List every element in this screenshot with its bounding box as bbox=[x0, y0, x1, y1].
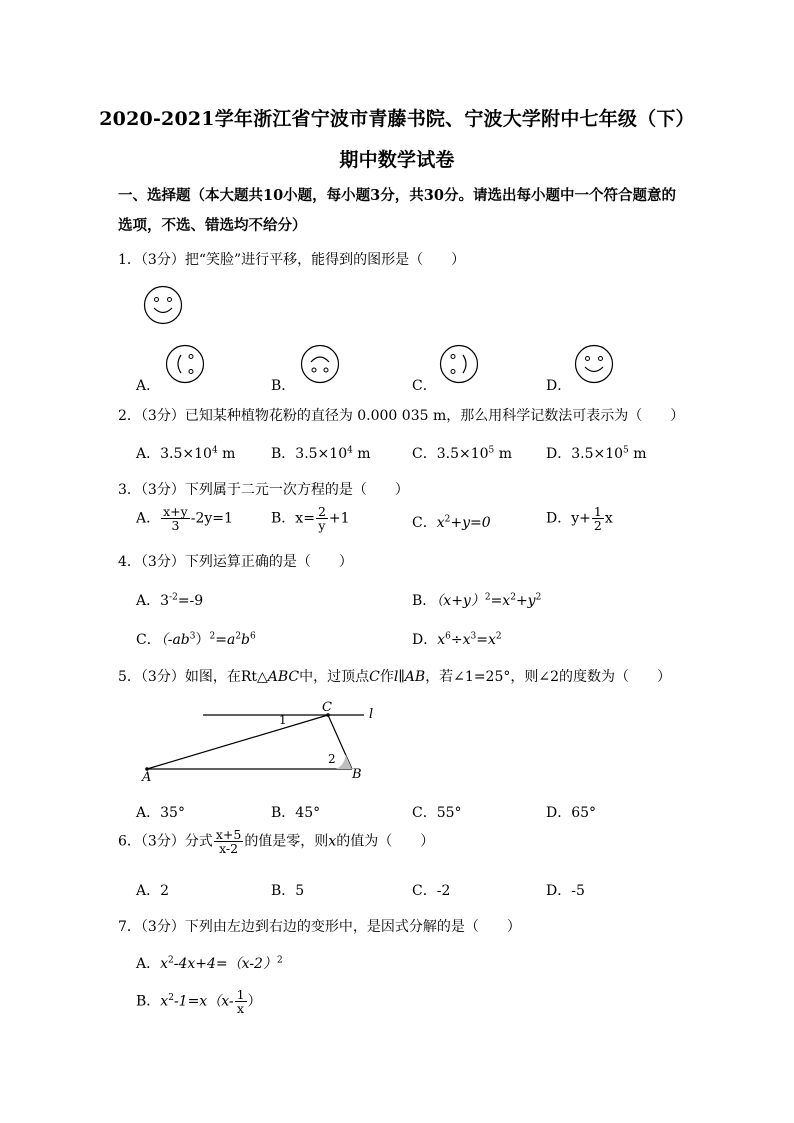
q1-option-c-label[interactable]: C． bbox=[412, 378, 437, 394]
q5-option-d[interactable]: D．65° bbox=[546, 805, 597, 821]
q4-option-d-label: D． bbox=[412, 632, 438, 648]
fraction: $\frac{x+5}{x-2}$ bbox=[215, 827, 242, 857]
sideways-smiley-icon[interactable] bbox=[439, 344, 479, 384]
upside-down-smiley-icon[interactable] bbox=[300, 344, 340, 384]
label-a: A bbox=[142, 770, 152, 785]
label-b: B bbox=[352, 767, 362, 782]
q4-option-d[interactable]: D．$x^6\div x^3=x^2$ bbox=[412, 631, 502, 648]
question-3-stem: 3．（3分）下列属于二元一次方程的是（ ） bbox=[118, 482, 409, 498]
page-title: 2020-2021学年浙江省宁波市青藤书院、宁波大学附中七年级（下） bbox=[99, 108, 695, 130]
q3-option-d-label: D． bbox=[546, 510, 572, 527]
translated-smiley-icon[interactable] bbox=[574, 344, 614, 384]
q5-option-c[interactable]: C．55° bbox=[412, 805, 462, 821]
q4-option-a-label: A． bbox=[136, 593, 161, 609]
q2-option-a-label: A． bbox=[136, 446, 161, 462]
q2-option-a[interactable]: A．$3.5\times 10^4$ m bbox=[136, 445, 236, 462]
q4-option-c-label: C． bbox=[136, 632, 161, 648]
section-heading-line2: 选项，不选、错选均不给分） bbox=[118, 217, 307, 234]
q7-option-b[interactable]: B．$x^2-1=x(x-$ $\frac{1}{x}$ ） bbox=[136, 987, 262, 1017]
q3-option-c-label: C． bbox=[412, 515, 437, 531]
q4-option-c[interactable]: C．$(-ab^3)^2=a^2b^6$ bbox=[136, 631, 256, 648]
q3-option-b[interactable]: B．x= $\frac{2}{y}$ +1 bbox=[271, 504, 350, 534]
q6-option-a[interactable]: A．2 bbox=[136, 883, 170, 899]
angle-2-marker bbox=[336, 754, 352, 769]
fraction: $\frac{2}{y}$ bbox=[317, 504, 326, 534]
q3-option-d[interactable]: D．y+ $\frac{1}{2}$ x bbox=[546, 504, 613, 534]
q2-option-c[interactable]: C．$3.5\times 10^5$ m bbox=[412, 445, 512, 462]
q1-option-d-label[interactable]: D． bbox=[546, 378, 572, 394]
triangle-diagram bbox=[140, 700, 390, 785]
smiley-face-icon bbox=[143, 285, 183, 325]
question-5-stem: 5．（3分）如图，在Rt△ABC中，过顶点C作l∥AB，若∠1=25°，则∠2的度数为（ ） bbox=[118, 669, 672, 685]
q6-option-d[interactable]: D．-5 bbox=[546, 883, 585, 899]
section-heading-line1: 一、选择题（本大题共10小题，每小题3分，共30分。请选出每小题中一个符合题意的 bbox=[118, 187, 676, 204]
q2-option-b[interactable]: B．$3.5\times 10^4$ m bbox=[271, 445, 371, 462]
q2-option-d-label: D． bbox=[546, 446, 572, 462]
q3-option-c[interactable]: C．$x^2+y=0$ bbox=[412, 514, 491, 531]
section-heading bbox=[118, 181, 688, 241]
label-angle-2: 2 bbox=[328, 752, 336, 766]
fraction: $\frac{1}{2}$ bbox=[593, 504, 602, 534]
q5-option-b[interactable]: B．45° bbox=[271, 805, 321, 821]
q3-option-a[interactable]: A． $\frac{x+y}{3}$ -2y=1 bbox=[136, 504, 233, 534]
fraction: $\frac{x+y}{3}$ bbox=[163, 504, 188, 534]
q3-option-b-label: B． bbox=[271, 510, 296, 527]
label-l: l bbox=[369, 707, 374, 722]
q2-option-c-label: C． bbox=[412, 446, 437, 462]
q2-option-d[interactable]: D．$3.5\times 10^5$ m bbox=[546, 445, 647, 462]
q6-option-b[interactable]: B．5 bbox=[271, 883, 305, 899]
q5-option-a[interactable]: A．35° bbox=[136, 805, 185, 821]
label-c: C bbox=[322, 700, 332, 715]
q3-option-a-label: A． bbox=[136, 510, 161, 527]
q1-option-b-label[interactable]: B． bbox=[271, 378, 296, 394]
q4-option-b[interactable]: B．$(x+y)^2=x^2+y^2$ bbox=[412, 592, 542, 609]
question-6-stem: 6．（3分）分式 $\frac{x+5}{x-2}$ 的值是零，则x的值为（ ） bbox=[118, 827, 435, 857]
question-4-stem: 4．（3分）下列运算正确的是（ ） bbox=[118, 554, 353, 570]
segment-ac bbox=[147, 715, 328, 769]
page-subtitle: 期中数学试卷 bbox=[339, 149, 455, 171]
label-angle-1: 1 bbox=[279, 713, 287, 727]
q4-option-b-label: B． bbox=[412, 593, 437, 609]
q1-option-a-label[interactable]: A． bbox=[136, 378, 161, 394]
question-7-stem: 7．（3分）下列由左边到右边的变形中，是因式分解的是（ ） bbox=[118, 919, 521, 935]
q6-option-c[interactable]: C．-2 bbox=[412, 883, 451, 899]
fraction: $\frac{1}{x}$ bbox=[236, 987, 245, 1017]
rotated-smiley-icon[interactable] bbox=[165, 344, 205, 384]
question-1-stem: 1．（3分）把“笑脸”进行平移，能得到的图形是（ ） bbox=[118, 252, 466, 268]
q7-option-a[interactable]: A．$x^2-4x+4=(x-2)^2$ bbox=[136, 955, 283, 972]
q2-option-b-label: B． bbox=[271, 446, 296, 462]
q4-option-a[interactable]: A．$3^{-2}=-9$ bbox=[136, 592, 204, 609]
question-2-stem: 2．（3分）已知某种植物花粉的直径为 0.000 035 m，那么用科学记数法可表示为（ ） bbox=[118, 408, 685, 424]
